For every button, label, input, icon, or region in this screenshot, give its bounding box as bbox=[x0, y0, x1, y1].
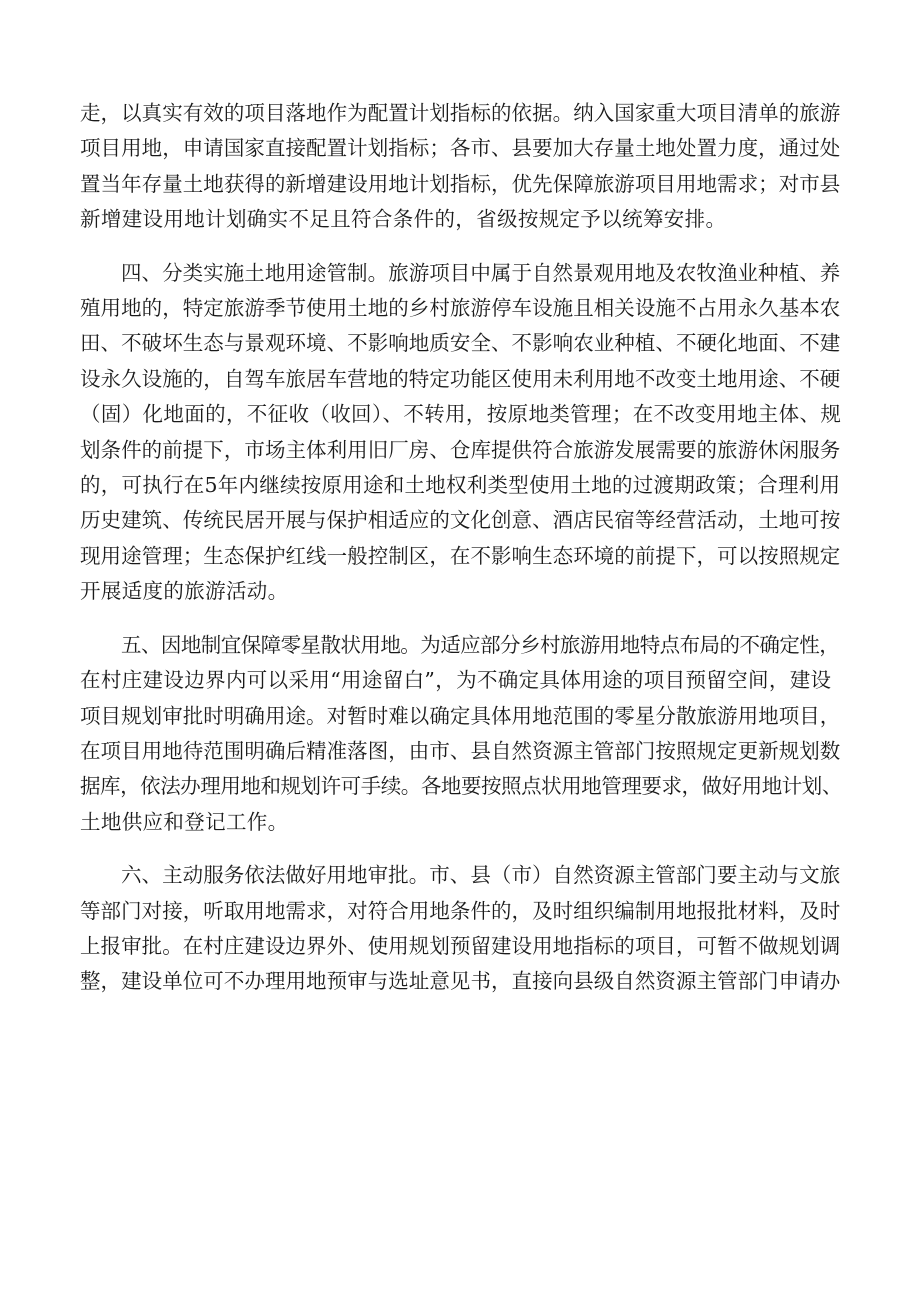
paragraph-continuation bbox=[80, 96, 842, 238]
text-line: 划条件的前提下，市场主体利用旧厂房、仓库提供符合旅游发展需要的旅游休闲服务 bbox=[80, 437, 841, 462]
text-line: 的，可执行在5年内继续按原用途和土地权利类型使用土地的过渡期政策；合理利用 bbox=[80, 473, 841, 498]
text-line: 等部门对接，听取用地需求，对符合用地条件的，及时组织编制用地报批材料，及时 bbox=[80, 898, 841, 923]
text-line: 据库，依法办理用地和规划许可手续。各地要按照点状用地管理要求，做好用地计划、 bbox=[80, 774, 842, 799]
text-line: 置当年存量土地获得的新增建设用地计划指标，优先保障旅游项目用地需求；对市县 bbox=[80, 171, 841, 196]
text-line: 项目规划审批时明确用途。对暂时难以确定具体用地范围的零星分散旅游用地项目， bbox=[80, 703, 841, 728]
text-line: 历史建筑、传统民居开展与保护相适应的文化创意、酒店民宿等经营活动，土地可按 bbox=[80, 508, 841, 533]
text-line: 在项目用地待范围明确后精准落图，由市、县自然资源主管部门按照规定更新规划数 bbox=[80, 738, 841, 763]
paragraph-section-6 bbox=[80, 858, 842, 1000]
text-line: 在村庄建设边界内可以采用“用途留白”，为不确定具体用途的项目预留空间，建设 bbox=[80, 668, 832, 693]
text-line: 殖用地的，特定旅游季节使用土地的乡村旅游停车设施且相关设施不占用永久基本农 bbox=[80, 296, 841, 321]
text-line: 走，以真实有效的项目落地作为配置计划指标的依据。纳入国家重大项目清单的旅游 bbox=[80, 101, 841, 125]
text-line: 现用途管理；生态保护红线一般控制区，在不影响生态环境的前提下，可以按照规定 bbox=[80, 543, 841, 568]
text-line: 田、不破坏生态与景观环境、不影响地质安全、不影响农业种植、不硬化地面、不建 bbox=[80, 331, 841, 356]
text-line: 六、主动服务依法做好用地审批。市、县（市）自然资源主管部门要主动与文旅 bbox=[121, 863, 841, 888]
text-line: 新增建设用地计划确实不足且符合条件的，省级按规定予以统筹安排。 bbox=[80, 207, 727, 232]
text-line: 五、因地制宜保障零星散状用地。为适应部分乡村旅游用地特点布局的不确定性， bbox=[121, 632, 840, 657]
text-line: 设永久设施的，自驾车旅居车营地的特定功能区使用未利用地不改变土地用途、不硬 bbox=[80, 366, 841, 391]
document-page bbox=[80, 96, 842, 1000]
text-line: 开展适度的旅游活动。 bbox=[80, 579, 289, 604]
text-line: 项目用地，申请国家直接配置计划指标；各市、县要加大存量土地处置力度，通过处 bbox=[80, 136, 841, 161]
text-line: 上报审批。在村庄建设边界外、使用规划预留建设用地指标的项目，可暂不做规划调 bbox=[80, 933, 841, 958]
paragraph-section-5 bbox=[80, 628, 842, 840]
text-line: 整，建设单位可不办理用地预审与选址意见书，直接向县级自然资源主管部门申请办 bbox=[80, 969, 841, 994]
paragraph-section-4 bbox=[80, 256, 842, 610]
text-line: 四、分类实施土地用途管制。旅游项目中属于自然景观用地及农牧渔业种植、养 bbox=[121, 260, 841, 285]
text-line: （固）化地面的，不征收（收回）、不转用，按原地类管理；在不改变用地主体、规 bbox=[80, 402, 842, 427]
text-line: 土地供应和登记工作。 bbox=[80, 809, 289, 834]
